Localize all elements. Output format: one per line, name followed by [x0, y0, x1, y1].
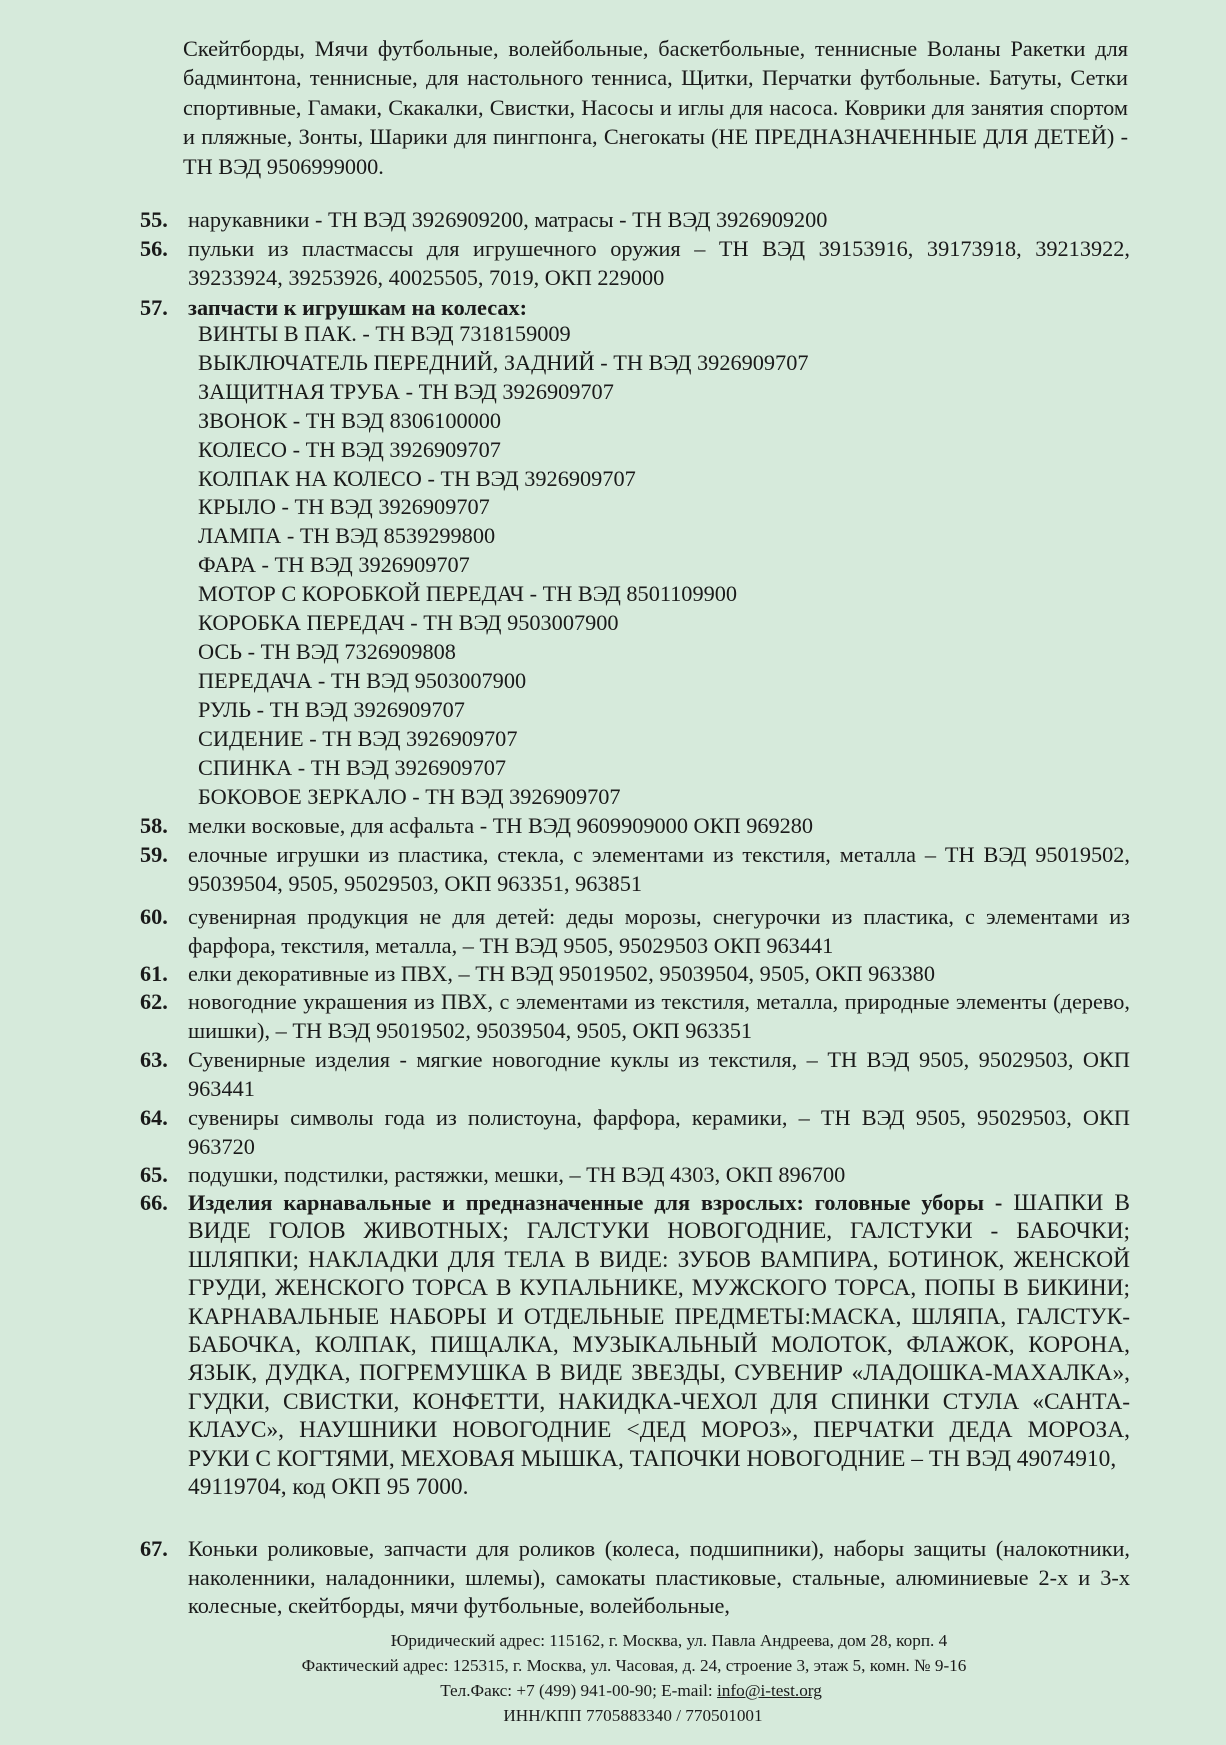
parts-list: [198, 320, 809, 811]
list-item-65: [140, 1161, 1130, 1190]
item-heading: запчасти к игрушкам на колесах:: [188, 295, 528, 320]
item-text: новогодние украшения из ПВХ, с элементами из текстиля, металла, природные элементы (дерево, шишки), – ТН ВЭД 95019502, 95039504, 9505, ОКП 963351: [188, 989, 1130, 1043]
list-item: КОЛПАК НА КОЛЕСО - ТН ВЭД 3926909707: [198, 465, 636, 491]
inn-line: ИНН/КПП 7705883340 / 770501001: [503, 1706, 763, 1725]
item-text: елки декоративные из ПВХ, – ТН ВЭД 95019502, 95039504, 9505, ОКП 963380: [188, 961, 935, 986]
footer: [0, 1628, 1226, 1728]
item-number: 64.: [140, 1105, 168, 1130]
item-number: 55.: [140, 207, 168, 232]
item-number: 56.: [140, 236, 168, 261]
item-number: 57.: [140, 295, 168, 320]
email-link[interactable]: info@i-test.org: [717, 1681, 822, 1700]
item-text: нарукавники - ТН ВЭД 3926909200, матрасы - ТН ВЭД 3926909200: [188, 207, 828, 232]
item-text: пульки из пластмассы для игрушечного оружия – ТН ВЭД 39153916, 39173918, 39213922, 39233924, 39253926, 40025505, 7019, ОКП 229000: [188, 236, 1130, 290]
list-item-67: [140, 1535, 1130, 1621]
list-item-57: [140, 294, 1130, 323]
item-body-tail: 49119704, код ОКП 95 7000.: [188, 1474, 469, 1501]
list-item: РУЛЬ - ТН ВЭД 3926909707: [198, 696, 465, 722]
item-number: 62.: [140, 989, 168, 1014]
list-item-55: [140, 206, 1130, 235]
list-item-56: [140, 235, 1130, 292]
list-item: СИДЕНИЕ - ТН ВЭД 3926909707: [198, 725, 518, 751]
item-text: Сувенирные изделия - мягкие новогодние куклы из текстиля, – ТН ВЭД 9505, 95029503, ОКП 963441: [188, 1047, 1130, 1101]
list-item-63: [140, 1046, 1130, 1103]
list-item: ОСЬ - ТН ВЭД 7326909808: [198, 638, 456, 664]
phone-text: Тел.Факс: +7 (499) 941-00-90; E-mail:: [440, 1681, 718, 1700]
item-number: 66.: [140, 1190, 168, 1215]
item-text: сувениры символы года из полистоуна, фарфора, керамики, – ТН ВЭД 9505, 95029503, ОКП 963720: [188, 1105, 1130, 1159]
list-item-64: [140, 1104, 1130, 1161]
list-item: КРЫЛО - ТН ВЭД 3926909707: [198, 494, 490, 520]
list-item: ФАРА - ТН ВЭД 3926909707: [198, 552, 470, 578]
list-item: СПИНКА - ТН ВЭД 3926909707: [198, 754, 507, 780]
actual-address: Фактический адрес: 125315, г. Москва, ул. Часовая, д. 24, строение 3, этаж 5, комн. № 9-16: [301, 1656, 967, 1675]
list-item: КОЛЕСО - ТН ВЭД 3926909707: [198, 436, 501, 462]
item-heading: Изделия карнавальные и предназначенные для взрослых: головные уборы -: [188, 1190, 1003, 1215]
item-number: 58.: [140, 813, 168, 838]
list-item: МОТОР С КОРОБКОЙ ПЕРЕДАЧ - ТН ВЭД 8501109900: [198, 581, 738, 607]
item-number: 63.: [140, 1047, 168, 1072]
list-item-62: [140, 988, 1130, 1045]
item-number: 59.: [140, 842, 168, 867]
list-item: КОРОБКА ПЕРЕДАЧ - ТН ВЭД 9503007900: [198, 610, 619, 636]
item-number: 67.: [140, 1536, 168, 1561]
list-item-66: [140, 1189, 1130, 1501]
list-item: БОКОВОЕ ЗЕРКАЛО - ТН ВЭД 3926909707: [198, 783, 621, 809]
list-item: ПЕРЕДАЧА - ТН ВЭД 9503007900: [198, 667, 527, 693]
list-item: ВЫКЛЮЧАТЕЛЬ ПЕРЕДНИЙ, ЗАДНИЙ - ТН ВЭД 3926909707: [198, 349, 809, 375]
legal-address: Юридический адрес: 115162, г. Москва, ул. Павла Андреева, дом 28, корп. 4: [390, 1631, 948, 1650]
intro-paragraph: Скейтборды, Мячи футбольные, волейбольные, баскетбольные, теннисные Воланы Ракетки для бадминтона, теннисные, для настольного тенниса, Щитки, Перчатки футбольные. Батуты, Сетки спортивные, Гамаки, Скакалки, Свистки, Насосы и иглы для насоса. Коврики для занятия спортом и пляжные, Зонты, Шарики для пингпонга, Снегокаты (НЕ ПРЕДНАЗНАЧЕННЫЕ ДЛЯ ДЕТЕЙ) - ТН ВЭД 9506999000.: [183, 36, 1128, 179]
list-item: ЛАМПА - ТН ВЭД 8539299800: [198, 523, 496, 549]
item-text: подушки, подстилки, растяжки, мешки, – ТН ВЭД 4303, ОКП 896700: [188, 1162, 846, 1187]
item-text: елочные игрушки из пластика, стекла, с элементами из текстиля, металла – ТН ВЭД 95019502, 95039504, 9505, 95029503, ОКП 963351, 963851: [188, 842, 1130, 896]
item-body: ШАПКИ В ВИДЕ ГОЛОВ ЖИВОТНЫХ; ГАЛСТУКИ НОВОГОДНИЕ, ГАЛСТУКИ - БАБОЧКИ; ШЛЯПКИ; НАКЛАДКИ ДЛЯ ТЕЛА В ВИДЕ: ЗУБОВ ВАМПИРА, БОТИНОК, ЖЕНСКОЙ ГРУДИ, ЖЕНСКОГО ТОРСА В КУПАЛЬНИКЕ, МУЖСКОГО ТОРСА, ПОПЫ В БИКИНИ; КАРНАВАЛЬНЫЕ НАБОРЫ И ОТДЕЛЬНЫЕ ПРЕДМЕТЫ:МАСКА, ШЛЯПА, ГАЛСТУК-БАБОЧКА, КОЛПАК, ПИЩАЛКА, МУЗЫКАЛЬНЫЙ МОЛОТОК, ФЛАЖОК, КОРОНА, ЯЗЫК, ДУДКА, ПОГРЕМУШКА В ВИДЕ ЗВЕЗДЫ, СУВЕНИР «ЛАДОШКА-МАХАЛКА», ГУДКИ, СВИСТКИ, КОНФЕТТИ, НАКИДКА-ЧЕХОЛ ДЛЯ СПИНКИ СТУЛА «САНТА-КЛАУС», НАУШНИКИ НОВОГОДНИЕ <ДЕД МОРОЗ», ПЕРЧАТКИ ДЕДА МОРОЗА, РУКИ С КОГТЯМИ, МЕХОВАЯ МЫШКА, ТАПОЧКИ НОВОГОДНИЕ – ТН ВЭД 49074910,: [188, 1190, 1130, 1472]
item-text: [188, 1189, 1130, 1501]
list-item-60: [140, 903, 1130, 960]
item-text: Коньки роликовые, запчасти для роликов (колеса, подшипники), наборы защиты (налокотники, наколенники, наладонники, шлемы), самокаты пластиковые, стальные, алюминиевые 2-х и 3-х колесные, скейтборды, мячи футбольные, волейбольные,: [188, 1536, 1130, 1619]
item-number: 65.: [140, 1162, 168, 1187]
item-number: 61.: [140, 961, 168, 986]
item-text: сувенирная продукция не для детей: деды морозы, снегурочки из пластика, с элементами из фарфора, текстиля, металла, – ТН ВЭД 9505, 95029503 ОКП 963441: [188, 904, 1130, 958]
list-item: ЗАЩИТНАЯ ТРУБА - ТН ВЭД 3926909707: [198, 378, 614, 404]
list-item-59: [140, 841, 1130, 898]
item-text: мелки восковые, для асфальта - ТН ВЭД 9609909000 ОКП 969280: [188, 813, 814, 838]
list-item: ЗВОНОК - ТН ВЭД 8306100000: [198, 407, 502, 433]
contact-line: [36, 1678, 1226, 1703]
list-item-58: [140, 812, 1130, 841]
list-item-61: [140, 960, 1130, 989]
item-number: 60.: [140, 904, 168, 929]
list-item: ВИНТЫ В ПАК. - ТН ВЭД 7318159009: [198, 321, 571, 346]
